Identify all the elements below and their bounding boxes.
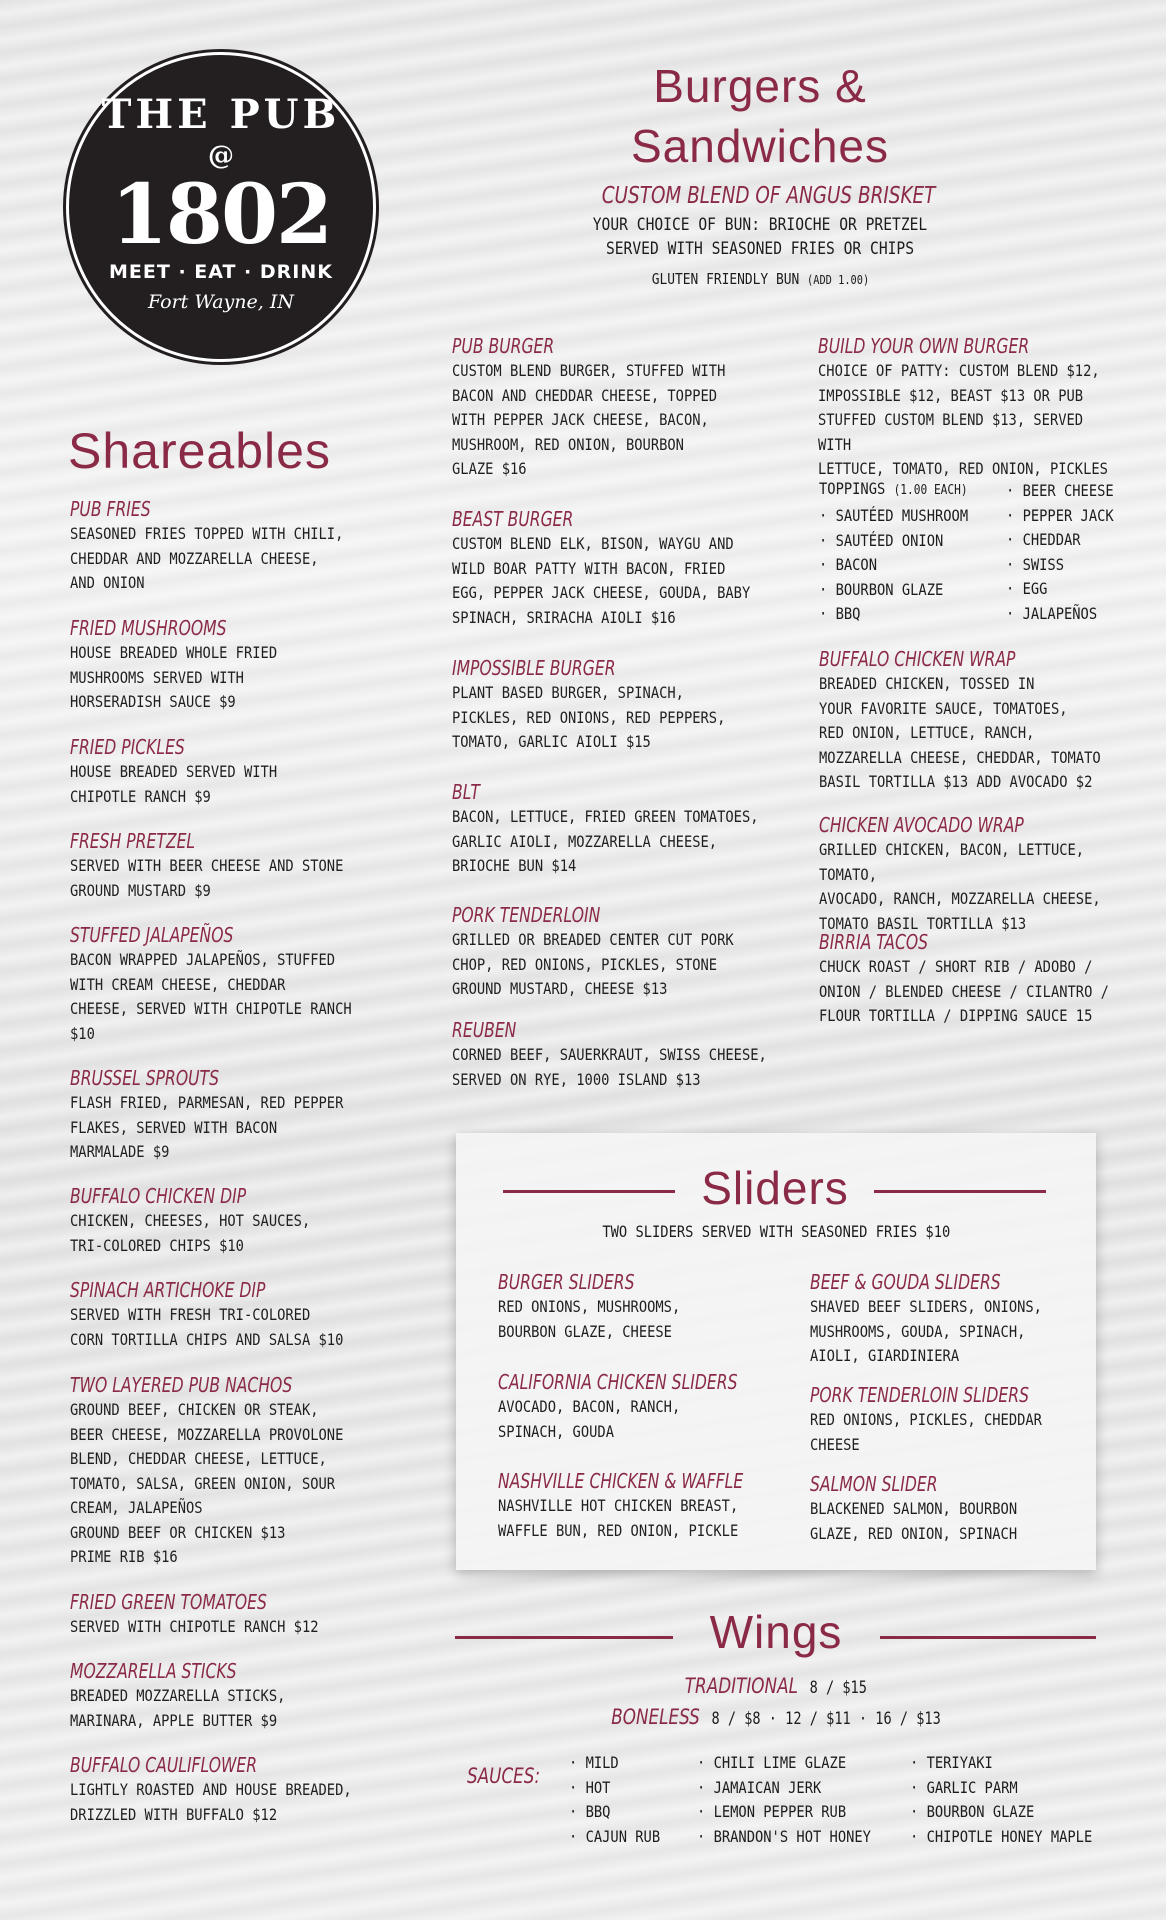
logo-pub-text: THE PUB xyxy=(101,91,341,138)
topping-item: · JALAPEÑOS xyxy=(1006,603,1098,623)
sauce-item: · BRANDON'S HOT HONEY xyxy=(697,1826,871,1846)
shareable-item xyxy=(70,1183,349,1258)
item-desc: CUSTOM BLEND ELK, BISON, WAYGU AND WILD BOAR PATTY WITH BACON, FRIED EGG, PEPPER JACK CHEESE, GOUDA, BABY SPINACH, SRIRACHA AIOLI $16 xyxy=(452,534,751,627)
sauce-item: · LEMON PEPPER RUB xyxy=(697,1802,847,1821)
sauces-col2 xyxy=(697,1751,899,1849)
burger-item xyxy=(452,506,799,630)
sauce-item: · TERIYAKI xyxy=(910,1753,993,1772)
shareable-item xyxy=(70,1277,388,1352)
item-desc: CHUCK ROAST / SHORT RIB / ADOBO / ONION / BLENDED CHEESE / CILANTRO / FLOUR TORTILLA / DIPPING SAUCE 15 xyxy=(819,957,1109,1025)
shareable-item xyxy=(70,734,311,809)
toppings-label: TOPPINGS xyxy=(819,479,886,498)
item-title: PORK TENDERLOIN SLIDERS xyxy=(810,1383,1030,1407)
item-title: FRIED MUSHROOMS xyxy=(70,616,227,640)
item-desc: BLACKENED SALMON, BOURBON GLAZE, RED ONION, SPINACH xyxy=(810,1499,1018,1543)
item-title: REUBEN xyxy=(452,1018,517,1042)
wings-traditional xyxy=(456,1674,1096,1698)
wings-boneless xyxy=(456,1705,1096,1729)
pub-logo xyxy=(66,52,376,362)
shareable-item xyxy=(70,828,388,903)
tacos-item xyxy=(819,929,1156,1029)
toppings-price: (1.00 EACH) xyxy=(893,483,968,498)
item-title: BLT xyxy=(452,780,480,804)
item-title: SPINACH ARTICHOKE DIP xyxy=(70,1278,266,1302)
item-title: CALIFORNIA CHICKEN SLIDERS xyxy=(498,1370,738,1394)
sauce-item: · BBQ xyxy=(569,1802,611,1821)
sauce-item: · HOT xyxy=(569,1777,611,1797)
topping-item: · BBQ xyxy=(819,604,861,623)
slider-item xyxy=(810,1471,1051,1546)
topping-item: · SAUTÉED ONION xyxy=(819,530,944,550)
item-desc: HOUSE BREADED WHOLE FRIED MUSHROOMS SERVED WITH HORSERADISH SAUCE $9 xyxy=(70,643,278,711)
shareable-item xyxy=(70,1065,388,1165)
slider-item xyxy=(810,1269,1080,1369)
item-title: BRUSSEL SPROUTS xyxy=(70,1066,219,1090)
item-desc: BREADED MOZZARELLA STICKS, MARINARA, APPLE BUTTER $9 xyxy=(70,1686,286,1730)
wings-rule-left xyxy=(455,1636,673,1639)
item-title: BIRRIA TACOS xyxy=(819,930,929,954)
shareable-item xyxy=(70,1752,398,1827)
build-burger-item xyxy=(818,333,1166,482)
sliders-rule-left xyxy=(503,1190,675,1193)
toppings-header xyxy=(819,479,968,498)
burger-item xyxy=(452,1017,818,1092)
shareable-item xyxy=(70,1372,388,1570)
topping-item: · SWISS xyxy=(1006,554,1064,574)
shareable-item xyxy=(70,1589,359,1640)
item-title: BEAST BURGER xyxy=(452,507,574,531)
item-title: BUILD YOUR OWN BURGER xyxy=(818,334,1030,358)
topping-item: · BEER CHEESE xyxy=(1006,481,1114,500)
logo-number: 1802 xyxy=(110,167,332,263)
sauces-label: SAUCES: xyxy=(467,1764,541,1788)
logo-at-text: @ xyxy=(208,141,234,171)
slider-item xyxy=(498,1369,805,1444)
sauce-item: · GARLIC PARM xyxy=(910,1777,1018,1797)
sliders-subtitle-wrap xyxy=(456,1222,1096,1241)
item-desc: BREADED CHICKEN, TOSSED IN YOUR FAVORITE SAUCE, TOMATOES, RED ONION, LETTUCE, RANCH, MOZZARELLA CHEESE, CHEDDAR, TOMATO BASIL TORTILLA $13 ADD AVOCADO $2 xyxy=(819,674,1101,791)
item-desc: SERVED WITH CHIPOTLE RANCH $12 xyxy=(70,1617,319,1636)
item-title: PORK TENDERLOIN xyxy=(452,903,601,927)
wrap-item xyxy=(819,646,1147,795)
item-desc: RED ONIONS, PICKLES, CHEDDAR CHEESE xyxy=(810,1410,1042,1454)
shareable-item xyxy=(70,496,388,596)
sauces-col1 xyxy=(569,1751,675,1849)
item-title: IMPOSSIBLE BURGER xyxy=(452,656,616,680)
burger-item xyxy=(452,779,808,879)
item-title: PUB FRIES xyxy=(70,497,151,521)
traditional-price: 8 / $15 xyxy=(809,1678,868,1698)
item-desc: LIGHTLY ROASTED AND HOUSE BREADED, DRIZZLED WITH BUFFALO $12 xyxy=(70,1780,352,1824)
burgers-subtitle-wrap xyxy=(560,183,960,209)
burgers-bun-info xyxy=(560,213,960,261)
shareable-item xyxy=(70,1658,320,1733)
gluten-add: (ADD 1.00) xyxy=(806,273,869,287)
toppings-col2 xyxy=(1006,479,1131,626)
item-desc: CHOICE OF PATTY: CUSTOM BLEND $12, IMPOSSIBLE $12, BEAST $13 OR PUB STUFFED CUSTOM BLEND $13, SERVED WITH LETTUCE, TOMATO, RED ONION, PICKLES xyxy=(818,361,1108,478)
item-title: BUFFALO CAULIFLOWER xyxy=(70,1753,258,1777)
item-desc: FLASH FRIED, PARMESAN, RED PEPPER FLAKES, SERVED WITH BACON MARMALADE $9 xyxy=(70,1093,344,1161)
topping-item: · EGG xyxy=(1006,579,1048,598)
item-title: TWO LAYERED PUB NACHOS xyxy=(70,1373,293,1397)
item-desc: GRILLED OR BREADED CENTER CUT PORK CHOP, RED ONIONS, PICKLES, STONE GROUND MUSTARD, CHEESE $13 xyxy=(452,930,734,998)
item-title: STUFFED JALAPEÑOS xyxy=(70,923,234,947)
item-desc: RED ONIONS, MUSHROOMS, BOURBON GLAZE, CHEESE xyxy=(498,1297,681,1341)
slider-item xyxy=(810,1382,1091,1457)
item-title: BUFFALO CHICKEN WRAP xyxy=(819,647,1016,671)
slider-item xyxy=(498,1269,710,1344)
item-desc: GRILLED CHICKEN, BACON, LETTUCE, TOMATO, AVOCADO, RANCH, MOZZARELLA CHEESE, TOMATO BASIL TORTILLA $13 xyxy=(819,840,1101,933)
sliders-subtitle: TWO SLIDERS SERVED WITH SEASONED FRIES $10 xyxy=(602,1222,950,1241)
burger-item xyxy=(452,902,780,1002)
item-desc: CUSTOM BLEND BURGER, STUFFED WITH BACON AND CHEDDAR CHEESE, TOPPED WITH PEPPER JACK CHEESE, BACON, MUSHROOM, RED ONION, BOURBON GLAZE $16 xyxy=(452,361,726,478)
item-desc: NASHVILLE HOT CHICKEN BREAST, WAFFLE BUN, RED ONION, PICKLE xyxy=(498,1496,739,1540)
item-desc: PLANT BASED BURGER, SPINACH, PICKLES, RED ONIONS, RED PEPPERS, TOMATO, GARLIC AIOLI $15 xyxy=(452,683,726,751)
wrap-item xyxy=(819,812,1166,936)
burgers-title-line2: Sandwiches xyxy=(630,120,890,172)
item-desc: BACON, LETTUCE, FRIED GREEN TOMATOES, GARLIC AIOLI, MOZZARELLA CHEESE, BRIOCHE BUN $14 xyxy=(452,807,759,875)
item-title: SALMON SLIDER xyxy=(810,1472,938,1496)
wings-title: Wings xyxy=(709,1606,843,1658)
item-desc: SERVED WITH FRESH TRI-COLORED CORN TORTILLA CHIPS AND SALSA $10 xyxy=(70,1305,344,1349)
topping-item: · BACON xyxy=(819,555,877,574)
item-title: BURGER SLIDERS xyxy=(498,1270,635,1294)
item-desc: CORNED BEEF, SAUERKRAUT, SWISS CHEESE, SERVED ON RYE, 1000 ISLAND $13 xyxy=(452,1045,767,1089)
topping-item: · BOURBON GLAZE xyxy=(819,579,944,599)
logo-city: Fort Wayne, IN xyxy=(148,291,294,313)
gluten-info xyxy=(560,270,960,288)
item-desc: AVOCADO, BACON, RANCH, SPINACH, GOUDA xyxy=(498,1397,681,1441)
item-title: BEEF & GOUDA SLIDERS xyxy=(810,1270,1001,1294)
burgers-bun-text: YOUR CHOICE OF BUN: BRIOCHE OR PRETZEL xyxy=(592,215,928,235)
boneless-label: BONELESS xyxy=(611,1705,700,1729)
shareable-item xyxy=(70,922,398,1046)
item-desc: SEASONED FRIES TOPPED WITH CHILI, CHEDDAR AND MOZZARELLA CHEESE, AND ONION xyxy=(70,524,344,592)
item-title: CHICKEN AVOCADO WRAP xyxy=(819,813,1024,837)
topping-item: · SAUTÉED MUSHROOM xyxy=(819,506,969,525)
item-title: FRIED PICKLES xyxy=(70,735,185,759)
burgers-title-line1: Burgers & xyxy=(653,60,867,112)
sliders-title: Sliders xyxy=(701,1162,849,1214)
toppings-col1 xyxy=(819,504,992,627)
sauce-item: · BOURBON GLAZE xyxy=(910,1802,1035,1821)
sliders-rule-right xyxy=(874,1190,1046,1193)
item-title: BUFFALO CHICKEN DIP xyxy=(70,1184,247,1208)
sauce-item: · CAJUN RUB xyxy=(569,1826,661,1846)
item-desc: GROUND BEEF, CHICKEN OR STEAK, BEER CHEESE, MOZZARELLA PROVOLONE BLEND, CHEDDAR CHEESE, LETTUCE, TOMATO, SALSA, GREEN ONION, SOUR CREAM, JALAPEÑOS GROUND BEEF OR CHICKEN $13 PRIME RIB $16 xyxy=(70,1400,344,1566)
topping-item: · PEPPER JACK xyxy=(1006,505,1114,525)
burgers-served-text: SERVED WITH SEASONED FRIES OR CHIPS xyxy=(605,239,915,259)
sauce-item: · CHILI LIME GLAZE xyxy=(697,1753,847,1772)
item-desc: CHICKEN, CHEESES, HOT SAUCES, TRI-COLORED CHIPS $10 xyxy=(70,1211,311,1255)
sauce-item: · CHIPOTLE HONEY MAPLE xyxy=(910,1826,1093,1846)
topping-item: · CHEDDAR xyxy=(1006,530,1081,549)
traditional-label: TRADITIONAL xyxy=(684,1674,799,1698)
item-title: MOZZARELLA STICKS xyxy=(70,1659,237,1683)
item-desc: HOUSE BREADED SERVED WITH CHIPOTLE RANCH $9 xyxy=(70,762,278,806)
sauce-item: · MILD xyxy=(569,1753,619,1772)
item-title: NASHVILLE CHICKEN & WAFFLE xyxy=(498,1469,744,1493)
item-title: FRIED GREEN TOMATOES xyxy=(70,1590,267,1614)
item-desc: SERVED WITH BEER CHEESE AND STONE GROUND MUSTARD $9 xyxy=(70,856,344,900)
boneless-price: 8 / $8 · 12 / $11 · 16 / $13 xyxy=(711,1709,941,1729)
shareables-title: Shareables xyxy=(68,423,331,479)
burgers-subtitle: CUSTOM BLEND OF ANGUS BRISKET xyxy=(601,183,936,209)
shareable-item xyxy=(70,615,311,715)
burger-item xyxy=(452,655,770,755)
slider-item xyxy=(498,1468,812,1543)
burgers-title xyxy=(560,56,960,176)
burger-item xyxy=(452,333,770,482)
item-title: PUB BURGER xyxy=(452,334,555,358)
sauce-item: · JAMAICAN JERK xyxy=(697,1777,822,1797)
sauces-col3 xyxy=(910,1751,1122,1849)
wings-rule-right xyxy=(880,1636,1096,1639)
logo-tagline: MEET · EAT · DRINK xyxy=(109,261,333,283)
item-title: FRESH PRETZEL xyxy=(70,829,196,853)
item-desc: BACON WRAPPED JALAPEÑOS, STUFFED WITH CREAM CHEESE, CHEDDAR CHEESE, SERVED WITH CHIPOTLE RANCH $10 xyxy=(70,950,352,1043)
item-desc: SHAVED BEEF SLIDERS, ONIONS, MUSHROOMS, GOUDA, SPINACH, AIOLI, GIARDINIERA xyxy=(810,1297,1042,1365)
gluten-text: GLUTEN FRIENDLY BUN xyxy=(651,270,799,288)
